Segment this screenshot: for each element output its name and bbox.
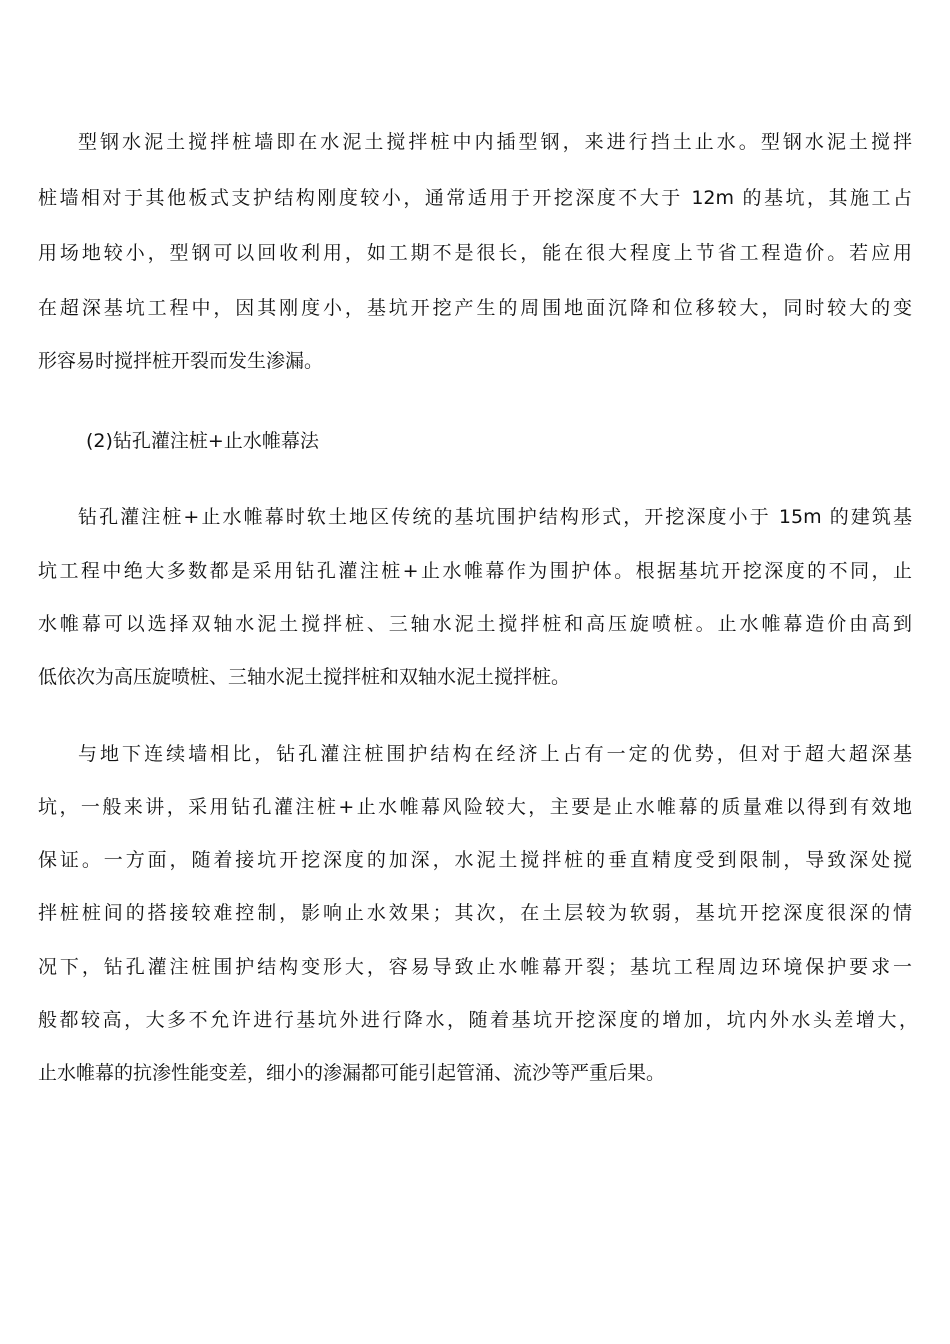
para1-line-5: 形容易时搅拌桩开裂而发生渗漏。 — [38, 350, 324, 372]
para3-line-4: 拌桩桩间的搭接较难控制，影响止水效果；其次，在土层较为软弱，基坑开挖深度很深的情 — [38, 902, 912, 924]
para1-line-4: 在超深基坑工程中，因其刚度小，基坑开挖产生的周围地面沉降和位移较大，同时较大的变 — [38, 297, 912, 319]
para3-line-2: 坑，一般来讲，采用钻孔灌注桩+止水帷幕风险较大，主要是止水帷幕的质量难以得到有效地 — [38, 796, 912, 818]
para3-line-6: 般都较高，大多不允许进行基坑外进行降水，随着基坑开挖深度的增加，坑内外水头差增大， — [38, 1009, 918, 1031]
para3-line-1: 与地下连续墙相比，钻孔灌注桩围护结构在经济上占有一定的优势，但对于超大超深基 — [78, 743, 912, 765]
para3-line-5: 况下，钻孔灌注桩围护结构变形大，容易导致止水帷幕开裂；基坑工程周边环境保护要求一 — [38, 956, 912, 978]
section-heading: (2)钻孔灌注桩+止水帷幕法 — [86, 430, 319, 452]
para3-line-7: 止水帷幕的抗渗性能变差，细小的渗漏都可能引起管涌、流沙等严重后果。 — [38, 1062, 666, 1084]
para2-line-4: 低依次为高压旋喷桩、三轴水泥土搅拌桩和双轴水泥土搅拌桩。 — [38, 666, 571, 688]
para2-line-1: 钻孔灌注桩+止水帷幕时软土地区传统的基坑围护结构形式，开挖深度小于 15m 的建筑基 — [78, 506, 912, 528]
para1-line-2: 桩墙相对于其他板式支护结构刚度较小，通常适用于开挖深度不大于 12m 的基坑，其施工占 — [38, 187, 912, 209]
para1-line-1: 型钢水泥土搅拌桩墙即在水泥土搅拌桩中内插型钢，来进行挡土止水。型钢水泥土搅拌 — [78, 131, 912, 153]
para1-line-3: 用场地较小，型钢可以回收利用，如工期不是很长，能在很大程度上节省工程造价。若应用 — [38, 242, 912, 264]
para2-line-2: 坑工程中绝大多数都是采用钻孔灌注桩+止水帷幕作为围护体。根据基坑开挖深度的不同，止 — [38, 560, 912, 582]
para2-line-3: 水帷幕可以选择双轴水泥土搅拌桩、三轴水泥土搅拌桩和高压旋喷桩。止水帷幕造价由高到 — [38, 613, 912, 635]
para3-line-3: 保证。一方面，随着接坑开挖深度的加深，水泥土搅拌桩的垂直精度受到限制，导致深处搅 — [38, 849, 912, 871]
